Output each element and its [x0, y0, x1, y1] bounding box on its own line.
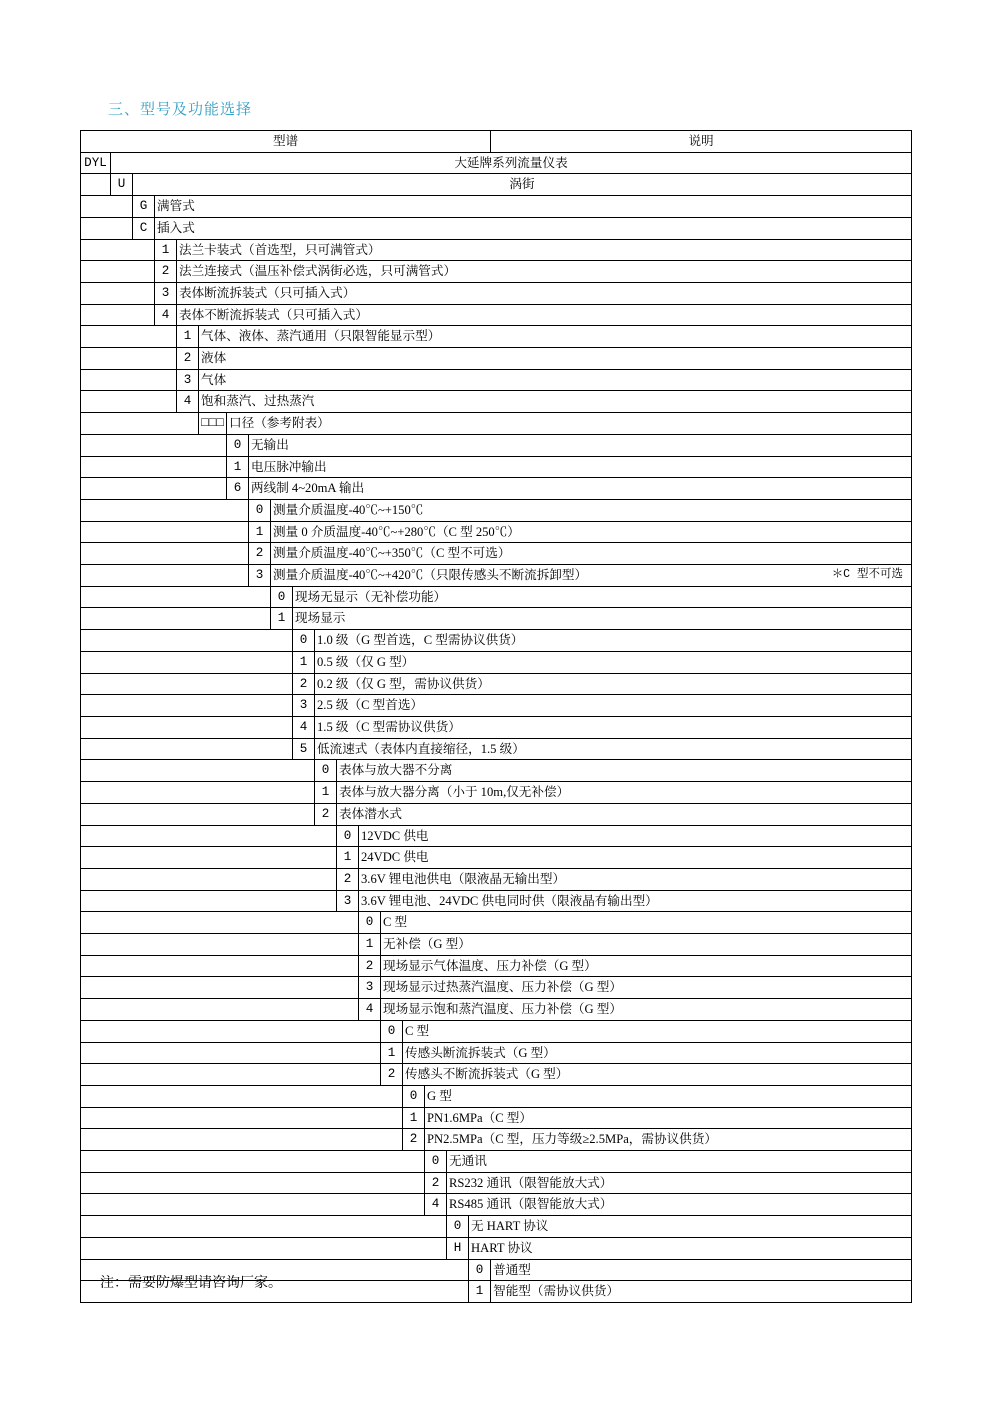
description-cell: 电压脉冲输出	[249, 456, 912, 478]
description-cell: 现场显示	[293, 608, 912, 630]
spacer-cell	[81, 391, 177, 413]
description-cell: 大延牌系列流量仪表	[111, 152, 912, 174]
description-cell: 测量介质温度-40℃~+150℃	[271, 499, 912, 521]
code-cell: C	[133, 217, 155, 239]
spacer-cell	[81, 413, 199, 435]
table-row	[81, 196, 912, 218]
table-row	[81, 716, 912, 738]
description-cell: 传感头断流拆装式（G 型）	[403, 1042, 912, 1064]
table-row	[81, 413, 912, 435]
description-footnote: ＊C 型不可选	[831, 568, 903, 582]
code-cell: 1	[315, 782, 337, 804]
code-cell: 4	[177, 391, 199, 413]
code-cell: 0	[425, 1151, 447, 1173]
spacer-cell	[81, 543, 249, 565]
code-cell: 4	[293, 716, 315, 738]
spacer-cell	[81, 847, 337, 869]
spacer-cell	[81, 196, 133, 218]
table-header-row	[81, 131, 912, 153]
description-cell: 液体	[199, 348, 912, 370]
spacer-cell	[81, 499, 249, 521]
spacer-cell	[81, 955, 359, 977]
spacer-cell	[81, 1172, 425, 1194]
description-cell: PN2.5MPa（C 型，压力等级≥2.5MPa，需协议供货）	[425, 1129, 912, 1151]
description-cell: 0.2 级（仅 G 型，需协议供货）	[315, 673, 912, 695]
table-row	[81, 825, 912, 847]
code-cell: 3	[155, 282, 177, 304]
code-cell: □□□	[199, 413, 227, 435]
description-cell: 无通讯	[447, 1151, 912, 1173]
description-cell: 满管式	[155, 196, 912, 218]
description-cell: 表体与放大器不分离	[337, 760, 912, 782]
spacer-cell	[81, 782, 315, 804]
description-cell: C 型	[381, 912, 912, 934]
header-cell-spectrum: 型谱	[81, 131, 491, 153]
code-cell: 1	[469, 1281, 491, 1303]
code-cell: 0	[381, 1020, 403, 1042]
description-cell: 0.5 级（仅 G 型）	[315, 651, 912, 673]
spacer-cell	[81, 456, 227, 478]
spacer-cell	[81, 999, 359, 1021]
code-cell: 3	[293, 695, 315, 717]
code-cell: 0	[447, 1216, 469, 1238]
spacer-cell	[81, 239, 155, 261]
spacer-cell	[81, 934, 359, 956]
table-row	[81, 912, 912, 934]
spacer-cell	[81, 651, 293, 673]
table-row	[81, 348, 912, 370]
spacer-cell	[81, 695, 293, 717]
table-row	[81, 391, 912, 413]
table-row	[81, 760, 912, 782]
spacer-cell	[81, 369, 177, 391]
table-row	[81, 868, 912, 890]
code-cell: 4	[425, 1194, 447, 1216]
code-cell: 5	[293, 738, 315, 760]
spacer-cell	[81, 803, 315, 825]
description-cell: 表体与放大器分离（小于 10m,仅无补偿）	[337, 782, 912, 804]
table-row	[81, 304, 912, 326]
table-row	[81, 282, 912, 304]
code-cell: DYL	[81, 152, 111, 174]
code-cell: 1	[403, 1107, 425, 1129]
description-cell: 饱和蒸汽、过热蒸汽	[199, 391, 912, 413]
code-cell: 2	[337, 868, 359, 890]
description-cell: HART 协议	[469, 1237, 912, 1259]
table-row	[81, 217, 912, 239]
description-cell: 测量介质温度-40℃~+350℃（C 型不可选）	[271, 543, 912, 565]
code-cell: 2	[403, 1129, 425, 1151]
spacer-cell	[81, 1129, 403, 1151]
table-row	[81, 1216, 912, 1238]
code-cell: H	[447, 1237, 469, 1259]
code-cell: 4	[155, 304, 177, 326]
table-row	[81, 434, 912, 456]
table-row	[81, 261, 912, 283]
table-row	[81, 1107, 912, 1129]
description-cell: 2.5 级（C 型首选）	[315, 695, 912, 717]
table-row	[81, 1129, 912, 1151]
code-cell: 0	[359, 912, 381, 934]
table-row	[81, 847, 912, 869]
table-row	[81, 369, 912, 391]
description-cell: 现场无显示（无补偿功能）	[293, 586, 912, 608]
table-row	[81, 174, 912, 196]
description-cell: 普通型	[491, 1259, 912, 1281]
code-cell: G	[133, 196, 155, 218]
code-cell: 0	[337, 825, 359, 847]
header-cell-description: 说明	[491, 131, 912, 153]
description-cell: 3.6V 锂电池供电（限液晶无输出型）	[359, 868, 912, 890]
spacer-cell	[81, 608, 271, 630]
description-cell: RS232 通讯（限智能放大式）	[447, 1172, 912, 1194]
spacer-cell	[81, 977, 359, 999]
code-cell: 6	[227, 478, 249, 500]
table-row	[81, 326, 912, 348]
code-cell: 2	[249, 543, 271, 565]
description-cell	[271, 565, 912, 587]
spacer-cell	[81, 478, 227, 500]
description-cell: 12VDC 供电	[359, 825, 912, 847]
description-cell: 1.5 级（C 型需协议供货）	[315, 716, 912, 738]
description-cell: 表体潜水式	[337, 803, 912, 825]
spacer-cell	[81, 217, 133, 239]
spacer-cell	[81, 348, 177, 370]
code-cell: 1	[227, 456, 249, 478]
code-cell: 2	[293, 673, 315, 695]
spacer-cell	[81, 673, 293, 695]
spacer-cell	[81, 738, 293, 760]
table-row	[81, 1172, 912, 1194]
description-cell: 无补偿（G 型）	[381, 934, 912, 956]
code-cell: 1	[271, 608, 293, 630]
code-cell: 0	[271, 586, 293, 608]
table-row	[81, 1085, 912, 1107]
code-cell: 1	[359, 934, 381, 956]
table-row	[81, 499, 912, 521]
spacer-cell	[81, 912, 359, 934]
description-cell: 无输出	[249, 434, 912, 456]
code-cell: 1	[381, 1042, 403, 1064]
code-cell: 0	[315, 760, 337, 782]
code-cell: 0	[403, 1085, 425, 1107]
model-selection-table-wrapper	[80, 130, 912, 1303]
description-text: 测量介质温度-40℃~+420℃（只限传感头不断流拆卸型）	[273, 568, 588, 583]
spacer-cell	[81, 1085, 403, 1107]
spacer-cell	[81, 1216, 447, 1238]
spacer-cell	[81, 630, 293, 652]
description-cell: 无 HART 协议	[469, 1216, 912, 1238]
table-row	[81, 999, 912, 1021]
table-row	[81, 1064, 912, 1086]
spacer-cell	[81, 868, 337, 890]
table-row	[81, 782, 912, 804]
spacer-cell	[81, 586, 271, 608]
table-row	[81, 673, 912, 695]
spacer-cell	[81, 1064, 381, 1086]
spacer-cell	[81, 890, 337, 912]
description-cell: 表体不断流拆装式（只可插入式）	[177, 304, 912, 326]
table-row	[81, 1020, 912, 1042]
table-row	[81, 738, 912, 760]
footer-note: 注：需要防爆型请咨询厂家。	[100, 1276, 282, 1291]
code-cell: 1	[337, 847, 359, 869]
description-cell: 测量 0 介质温度-40℃~+280℃（C 型 250℃）	[271, 521, 912, 543]
description-cell: RS485 通讯（限智能放大式）	[447, 1194, 912, 1216]
code-cell: 1	[249, 521, 271, 543]
description-cell: 24VDC 供电	[359, 847, 912, 869]
table-row	[81, 695, 912, 717]
description-cell: 口径（参考附表）	[227, 413, 912, 435]
table-row	[81, 565, 912, 587]
table-row	[81, 890, 912, 912]
table-row	[81, 586, 912, 608]
description-cell: 现场显示饱和蒸汽温度、压力补偿（G 型）	[381, 999, 912, 1021]
code-cell: 2	[155, 261, 177, 283]
code-cell: 1	[155, 239, 177, 261]
table-row	[81, 1194, 912, 1216]
spacer-cell	[81, 261, 155, 283]
code-cell: 0	[227, 434, 249, 456]
spacer-cell	[81, 326, 177, 348]
description-cell: 传感头不断流拆装式（G 型）	[403, 1064, 912, 1086]
spacer-cell	[81, 1194, 425, 1216]
description-cell: 智能型（需协议供货）	[491, 1281, 912, 1303]
description-cell: 两线制 4~20mA 输出	[249, 478, 912, 500]
spacer-cell	[81, 565, 249, 587]
code-cell: 2	[425, 1172, 447, 1194]
table-row	[81, 608, 912, 630]
table-row	[81, 955, 912, 977]
spacer-cell	[81, 1237, 447, 1259]
description-cell: C 型	[403, 1020, 912, 1042]
code-cell: 3	[359, 977, 381, 999]
code-cell: 0	[249, 499, 271, 521]
description-cell: 法兰卡装式（首选型，只可满管式）	[177, 239, 912, 261]
code-cell: 3	[249, 565, 271, 587]
table-row	[81, 478, 912, 500]
spacer-cell	[81, 1151, 425, 1173]
code-cell: 3	[337, 890, 359, 912]
spacer-cell	[81, 825, 337, 847]
code-cell: 0	[469, 1259, 491, 1281]
description-cell: 插入式	[155, 217, 912, 239]
table-row	[81, 543, 912, 565]
code-cell: 3	[177, 369, 199, 391]
code-cell: 2	[177, 348, 199, 370]
description-cell: 现场显示过热蒸汽温度、压力补偿（G 型）	[381, 977, 912, 999]
code-cell: 2	[381, 1064, 403, 1086]
code-cell: U	[111, 174, 133, 196]
description-cell: PN1.6MPa（C 型）	[425, 1107, 912, 1129]
description-cell: 涡街	[133, 174, 912, 196]
description-cell: 低流速式（表体内直接缩径，1.5 级）	[315, 738, 912, 760]
description-cell: 3.6V 锂电池、24VDC 供电同时供（限液晶有输出型）	[359, 890, 912, 912]
code-cell: 4	[359, 999, 381, 1021]
table-row	[81, 521, 912, 543]
page-title: 三、型号及功能选择	[108, 101, 253, 118]
spacer-cell	[81, 1042, 381, 1064]
table-row	[81, 651, 912, 673]
table-row	[81, 239, 912, 261]
code-cell: 1	[177, 326, 199, 348]
spacer-cell	[81, 716, 293, 738]
code-cell: 1	[293, 651, 315, 673]
table-row	[81, 456, 912, 478]
description-cell: 1.0 级（G 型首选，C 型需协议供货）	[315, 630, 912, 652]
description-cell: 气体	[199, 369, 912, 391]
code-cell: 2	[359, 955, 381, 977]
table-row	[81, 934, 912, 956]
spacer-cell	[81, 1020, 381, 1042]
spacer-cell	[81, 521, 249, 543]
code-cell: 0	[293, 630, 315, 652]
code-cell: 2	[315, 803, 337, 825]
table-row	[81, 977, 912, 999]
table-row	[81, 152, 912, 174]
spacer-cell	[81, 282, 155, 304]
spacer-cell	[81, 1107, 403, 1129]
description-cell: 现场显示气体温度、压力补偿（G 型）	[381, 955, 912, 977]
model-selection-table	[80, 130, 912, 1303]
description-cell: 表体断流拆装式（只可插入式）	[177, 282, 912, 304]
table-row	[81, 630, 912, 652]
spacer-cell	[81, 760, 315, 782]
table-row	[81, 1042, 912, 1064]
table-row	[81, 1151, 912, 1173]
spacer-cell	[81, 434, 227, 456]
spacer-cell	[81, 174, 111, 196]
table-row	[81, 1237, 912, 1259]
description-cell: 气体、液体、蒸汽通用（只限智能显示型）	[199, 326, 912, 348]
description-cell: G 型	[425, 1085, 912, 1107]
spacer-cell	[81, 304, 155, 326]
table-row	[81, 803, 912, 825]
description-cell: 法兰连接式（温压补偿式涡街必选，只可满管式）	[177, 261, 912, 283]
